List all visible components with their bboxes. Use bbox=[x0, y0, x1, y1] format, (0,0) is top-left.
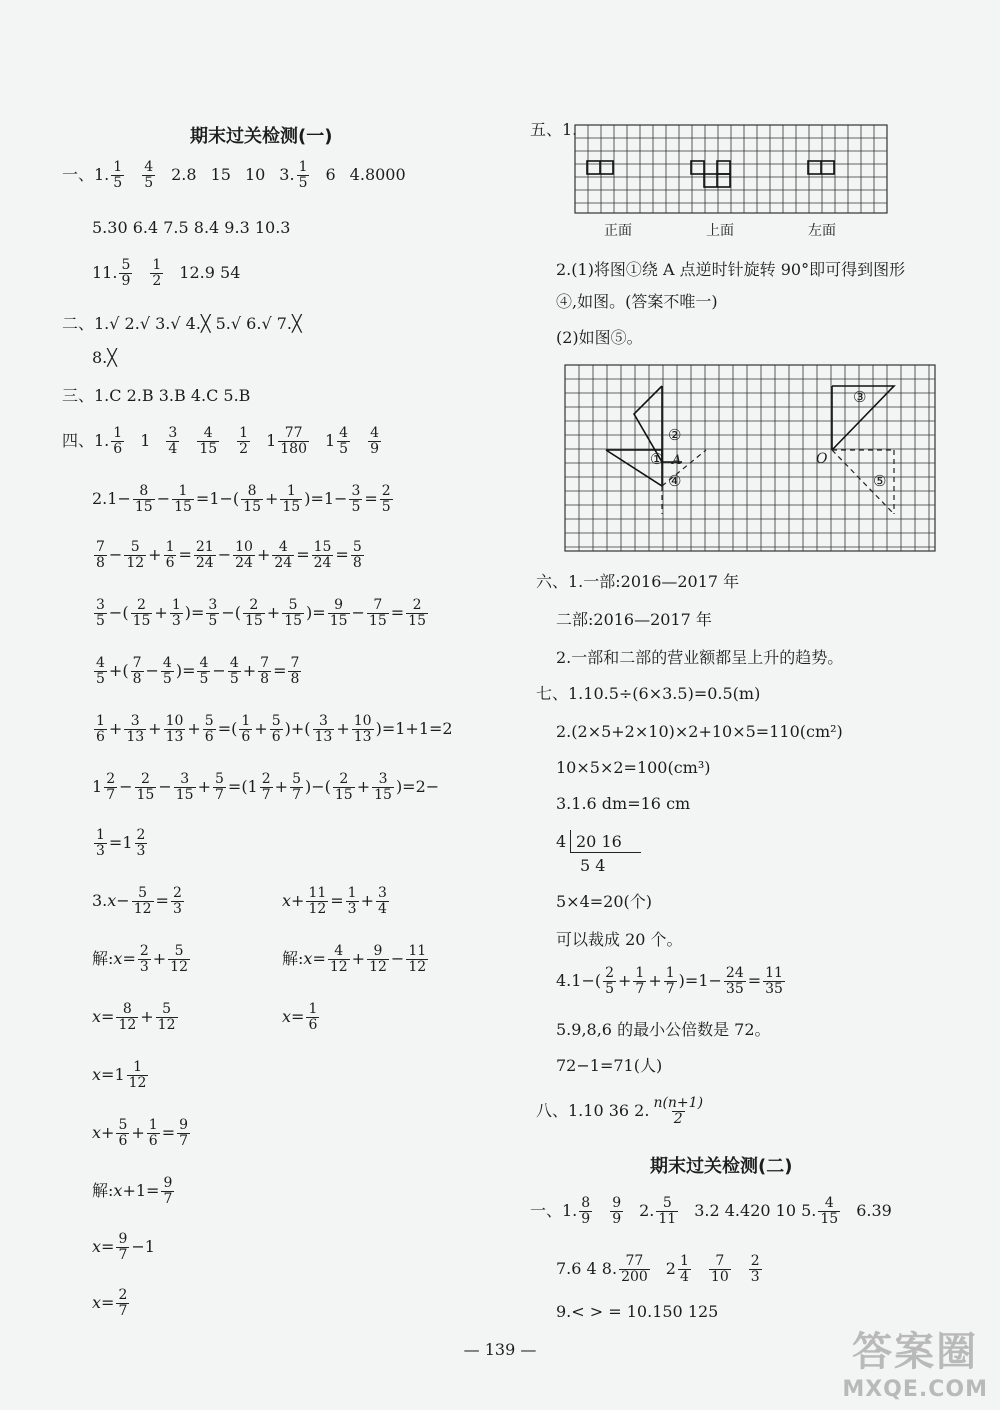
equation: 2. 1− $\frac{8}{15}$ − $\frac{1}{15}$ =1−( 8 15 + $\frac{1}{15}$ )=1− $\frac{3}{5}$ = $\frac{2}{5}$ bbox=[92, 483, 391, 515]
answer-line: 四、1. 1 6 1 3 4 4 15 1 2 1 77 180 1 4 5 4 9 bbox=[62, 425, 380, 457]
equation: 解: x = $\frac{2}{3}$ + $\frac{5}{12}$ bbox=[92, 943, 188, 975]
answer-line: 可以裁成 20 个。 bbox=[556, 930, 683, 949]
answer-line: 72−1=71(人) bbox=[556, 1056, 663, 1075]
answer-line: 二、1.√ 2.√ 3.√ 4.╳ 5.√ 6.√ 7.╳ bbox=[62, 314, 302, 333]
answer-line: 3.1.6 dm=16 cm bbox=[556, 794, 691, 813]
three-view-grid bbox=[574, 124, 890, 216]
answer-line: 一、1. 1 5 4 5 2.8 15 10 3. 1 5 6 4.8000 bbox=[62, 159, 406, 191]
answer-line: 五、1. bbox=[530, 120, 578, 139]
equation: 4.1−( 2 5 + $\frac{1}{7}$ + $\frac{1}{7}$ )=1− $\frac{24}{35}$ = $\frac{11}{35}$ bbox=[556, 965, 783, 997]
figure-label: ② bbox=[668, 426, 682, 444]
equation: x = 1 1 12 bbox=[92, 1059, 147, 1091]
answer-line: 10×5×2=100(cm³) bbox=[556, 758, 711, 777]
answer-line: 5.30 6.4 7.5 8.4 9.3 10.3 bbox=[92, 218, 291, 237]
answer-line: 8.╳ bbox=[92, 348, 117, 367]
answer-line: 11. 5 9 1 2 12.9 54 bbox=[92, 257, 241, 289]
point-label: A bbox=[672, 453, 682, 468]
answer-line: 七、1.10.5÷(6×3.5)=0.5(m) bbox=[536, 684, 761, 703]
answer-line: ④,如图。(答案不唯一) bbox=[556, 292, 718, 311]
figure-label: ③ bbox=[853, 388, 867, 406]
answer-line: (2)如图⑤。 bbox=[556, 328, 643, 347]
figure-label: ④ bbox=[668, 472, 682, 490]
figure-label: ⑤ bbox=[873, 472, 887, 490]
equation: x + $\frac{5}{6}$ + $\frac{1}{6}$ = $\frac{9}{7}$ bbox=[92, 1117, 189, 1149]
answer-line: 三、1.C 2.B 3.B 4.C 5.B bbox=[62, 386, 251, 405]
answer-line: 八、1.10 36 2. n(n+1) 2 bbox=[536, 1095, 704, 1127]
equation: 3 5 −( 2 15 + $\frac{1}{3}$ )= $\frac{3}{5}$ −( 2 15 + $\frac{5}{15}$ )= $\frac{9}{15}$ − $\frac{7}{15}$ = $\frac{2}{15}$ bbox=[96, 597, 426, 629]
equation: x = $\frac{1}{6}$ bbox=[282, 1001, 318, 1033]
rotation-grid bbox=[564, 364, 938, 554]
answer-line: 2.(2×5+2×10)×2+10×5=110(cm²) bbox=[556, 722, 843, 741]
equation: 1 6 + $\frac{3}{13}$ + $\frac{10}{13}$ + $\frac{5}{6}$ =( 1 6 + $\frac{5}{6}$ )+( 3 13 + $\frac{10}{13}$ )=1+1=2 bbox=[96, 713, 453, 745]
equation: 4 5 +( 7 8 − $\frac{4}{5}$ )= $\frac{4}{5}$ − $\frac{4}{5}$ + $\frac{7}{8}$ = $\frac{7}{8}$ bbox=[96, 655, 300, 687]
equation: x = $\frac{8}{12}$ + $\frac{5}{12}$ bbox=[92, 1001, 176, 1033]
figure-label: ① bbox=[650, 450, 664, 468]
division-top: 20 16 bbox=[576, 832, 622, 851]
answer-line: 5.9,8,6 的最小公倍数是 72。 bbox=[556, 1020, 771, 1039]
page-number: — 139 — bbox=[463, 1340, 537, 1359]
equation: x = $\frac{2}{7}$ bbox=[92, 1287, 128, 1319]
division-divisor: 4 bbox=[556, 832, 567, 851]
equation: 1 2 7 − $\frac{2}{15}$ − $\frac{3}{15}$ + $\frac{5}{7}$ =(1 2 7 + $\frac{5}{7}$ )−( 2 15 + $\frac{3}{15}$ )=2− bbox=[92, 771, 440, 803]
answer-line: 2.一部和二部的营业额都呈上升的趋势。 bbox=[556, 648, 844, 667]
equation: 解: x + 1 = $\frac{9}{7}$ bbox=[92, 1175, 173, 1207]
equation: x + $\frac{11}{12}$ = $\frac{1}{3}$ + $\frac{3}{4}$ bbox=[282, 885, 387, 917]
answer-line: 2.(1)将图①绕 A 点逆时针旋转 90°即可得到图形 bbox=[556, 260, 906, 279]
section-title-2: 期末过关检测(二) bbox=[650, 1156, 793, 1177]
equation: x = $\frac{9}{7}$ − 1 bbox=[92, 1231, 155, 1263]
watermark-logo: 答案圈 MXQE.COM bbox=[842, 1329, 988, 1402]
answer-line: 六、1.一部:2016—2017 年 bbox=[536, 572, 740, 591]
division-bottom: 5 4 bbox=[580, 856, 606, 875]
answer-line: 7.6 4 8. 77 200 2 1 4 7 10 2 3 bbox=[556, 1253, 760, 1285]
equation: 3. x − $\frac{5}{12}$ = $\frac{2}{3}$ bbox=[92, 885, 182, 917]
answer-line: 二部:2016—2017 年 bbox=[556, 610, 712, 629]
equation: 解: x = $\frac{4}{12}$ + $\frac{9}{12}$ − $\frac{11}{12}$ bbox=[282, 943, 427, 975]
equation: $\frac{1}{3}$ =1 2 3 bbox=[96, 827, 146, 859]
view-label: 上面 bbox=[706, 223, 734, 239]
point-label: O bbox=[816, 451, 828, 467]
view-label: 左面 bbox=[808, 223, 836, 239]
view-label: 正面 bbox=[604, 223, 632, 239]
answer-line: 一、1. 8 9 9 9 2. 5 11 3.2 4.420 10 5. 4 15 6.39 bbox=[530, 1195, 892, 1227]
answer-line: 9.< > = 10.150 125 bbox=[556, 1302, 719, 1321]
section-title-1: 期末过关检测(一) bbox=[190, 126, 333, 147]
answer-line: 5×4=20(个) bbox=[556, 892, 653, 911]
equation: 7 8 − $\frac{5}{12}$ + $\frac{1}{6}$ = $\frac{21}{24}$ − $\frac{10}{24}$ + $\frac{4}{24}$ = $\frac{15}{24}$ = $\frac{5}{8}$ bbox=[96, 539, 362, 571]
